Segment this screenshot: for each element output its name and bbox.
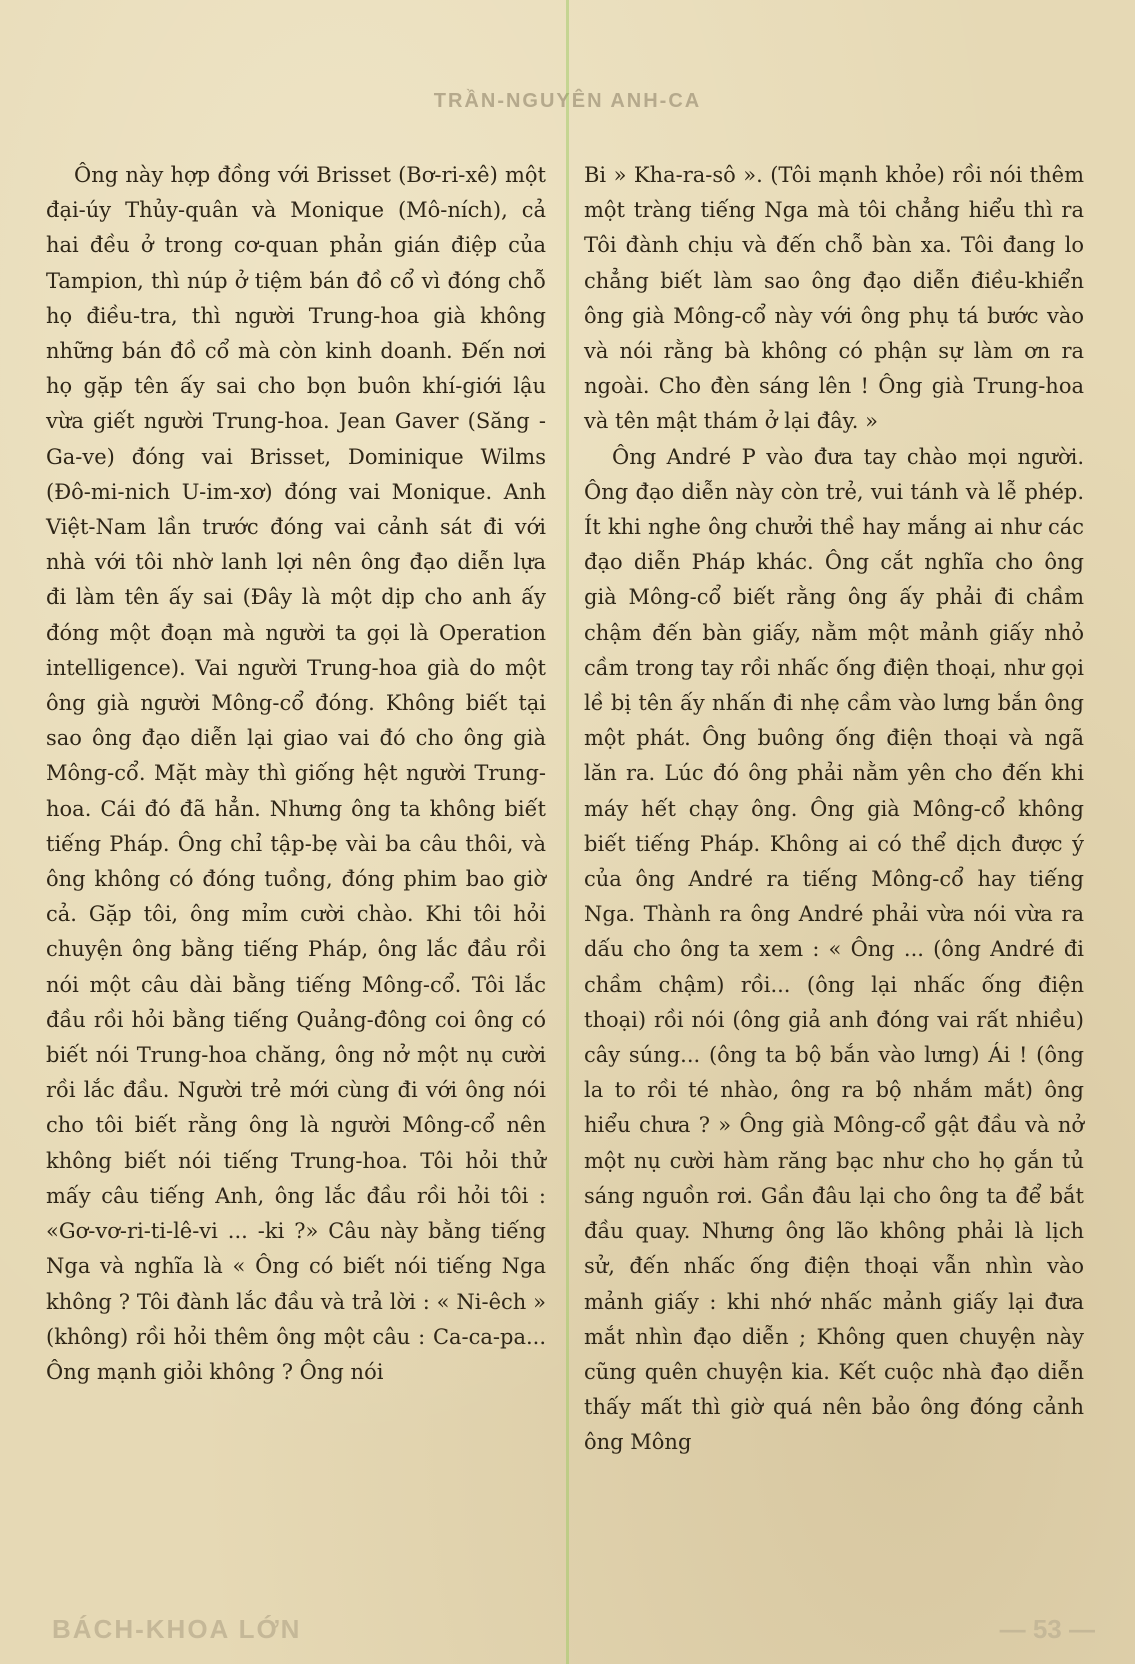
left-column	[46, 158, 546, 1390]
left-paragraph-1: Ông này hợp đồng với Brisset (Bơ-ri-xê) một đại-úy Thủy-quân và Monique (Mô-ních), cả hai đều ở trong cơ-quan phản gián điệp của Tampion, thì núp ở tiệm bán đồ cổ vì đóng chỗ họ điều-tra, thì người Trung-hoa già không những bán đồ cổ mà còn kinh doanh. Đến nơi họ gặp tên ấy sai cho bọn buôn khí-giới lậu vừa giết người Trung-hoa. Jean Gaver (Săng - Ga-ve) đóng vai Brisset, Dominique Wilms (Đô-mi-nich U-im-xơ) đóng vai Monique. Anh Việt-Nam lần trước đóng vai cảnh sát đi với nhà với tôi nhờ lanh lợi nên ông đạo diễn lựa đi làm tên ấy sai (Đây là một dịp cho anh ấy đóng một đoạn mà người ta gọi là Operation intelligence). Vai người Trung-hoa già do một ông già người Mông-cổ đóng. Không biết tại sao ông đạo diễn lại giao vai đó cho ông già Mông-cổ. Mặt mày thì giống hệt người Trung-hoa. Cái đó đã hẳn. Nhưng ông ta không biết tiếng Pháp. Ông chỉ tập-bẹ vài ba câu thôi, và ông không có đóng tuồng, đóng phim bao giờ cả. Gặp tôi, ông mỉm cười chào. Khi tôi hỏi chuyện ông bằng tiếng Pháp, ông lắc đầu rồi nói một câu dài bằng tiếng Mông-cổ. Tôi lắc đầu rồi hỏi bằng tiếng Quảng-đông coi ông có biết nói Trung-hoa chăng, ông nở một nụ cười rồi lắc đầu. Người trẻ mới cùng đi với ông nói cho tôi biết rằng ông là người Mông-cổ nên không biết nói tiếng Trung-hoa. Tôi hỏi thử mấy câu tiếng Anh, ông lắc đầu rồi hỏi tôi : «Gơ-vơ-ri-ti-lê-vi ... -ki ?» Câu này bằng tiếng Nga và nghĩa là « Ông có biết nói tiếng Nga không ? Tôi đành lắc đầu và trả lời : « Ni-êch » (không) rồi hỏi thêm ông một câu : Ca-ca-pa... Ông mạnh giỏi không ? Ông nói	[46, 163, 546, 1384]
page-fold-line	[566, 0, 569, 1664]
right-paragraph-2: Ông André P vào đưa tay chào mọi người. Ông đạo diễn này còn trẻ, vui tánh và lễ phép. Ít khi nghe ông chưởi thề hay mắng ai như các đạo diễn Pháp khác. Ông cắt nghĩa cho ông già Mông-cổ biết rằng ông ấy phải đi chầm chậm đến bàn giấy, nằm một mảnh giấy nhỏ cầm trong tay rồi nhấc ống điện thoại, như gọi lề bị tên ấy nhấn đi nhẹ cầm vào lưng bắn ông một phát. Ông buông ống điện thoại và ngã lăn ra. Lúc đó ông phải nằm yên cho đến khi máy hết chạy ông. Ông già Mông-cổ không biết tiếng Pháp. Không ai có thể dịch được ý của ông André ra tiếng Mông-cổ hay tiếng Nga. Thành ra ông André phải vừa nói vừa ra dấu cho ông ta xem : « Ông ... (ông André đi chầm chậm) rồi... (ông lại nhấc ống điện thoại) rồi nói (ông giả anh đóng vai rất nhiều) cây súng... (ông ta bộ bắn vào lưng) Ái ! (ông la to rồi té nhào, ông ra bộ nhắm mắt) ông hiểu chưa ? » Ông già Mông-cổ gật đầu và nở một nụ cười hàm răng bạc như cho họ gắn tủ sáng nguồn rơi. Gần đâu lại cho ông ta để bắt đầu quay. Nhưng ông lão không phải là lịch sử, đến nhấc ống điện thoại vẫn nhìn vào mảnh giấy : khi nhớ nhấc mảnh giấy lại đưa mắt nhìn đạo diễn ; Không quen chuyện này cũng quên chuyện kia. Kết cuộc nhà đạo diễn thấy mất thì giờ quá nên bảo ông đóng cảnh ông Mông	[584, 444, 1084, 1455]
magazine-name: BÁCH-KHOA LỚN	[52, 1614, 302, 1644]
running-header: TRẦN-NGUYÊN ANH-CA	[433, 90, 702, 112]
page-number: — 53 —	[999, 1614, 1095, 1644]
right-paragraph-1: Bi » Kha-ra-sô ». (Tôi mạnh khỏe) rồi nói thêm một tràng tiếng Nga mà tôi chẳng hiểu thì ra Tôi đành chịu và đến chỗ bàn xa. Tôi đang lo chẳng biết làm sao ông đạo diễn điều-khiển ông già Mông-cổ này với ông phụ tá bước vào và nói rằng bà không có phận sự làm ơn ra ngoài. Cho đèn sáng lên ! Ông già Trung-hoa và tên mật thám ở lại đây. »	[584, 163, 1084, 434]
right-column	[584, 158, 1084, 1461]
page-footer	[0, 1614, 1135, 1654]
